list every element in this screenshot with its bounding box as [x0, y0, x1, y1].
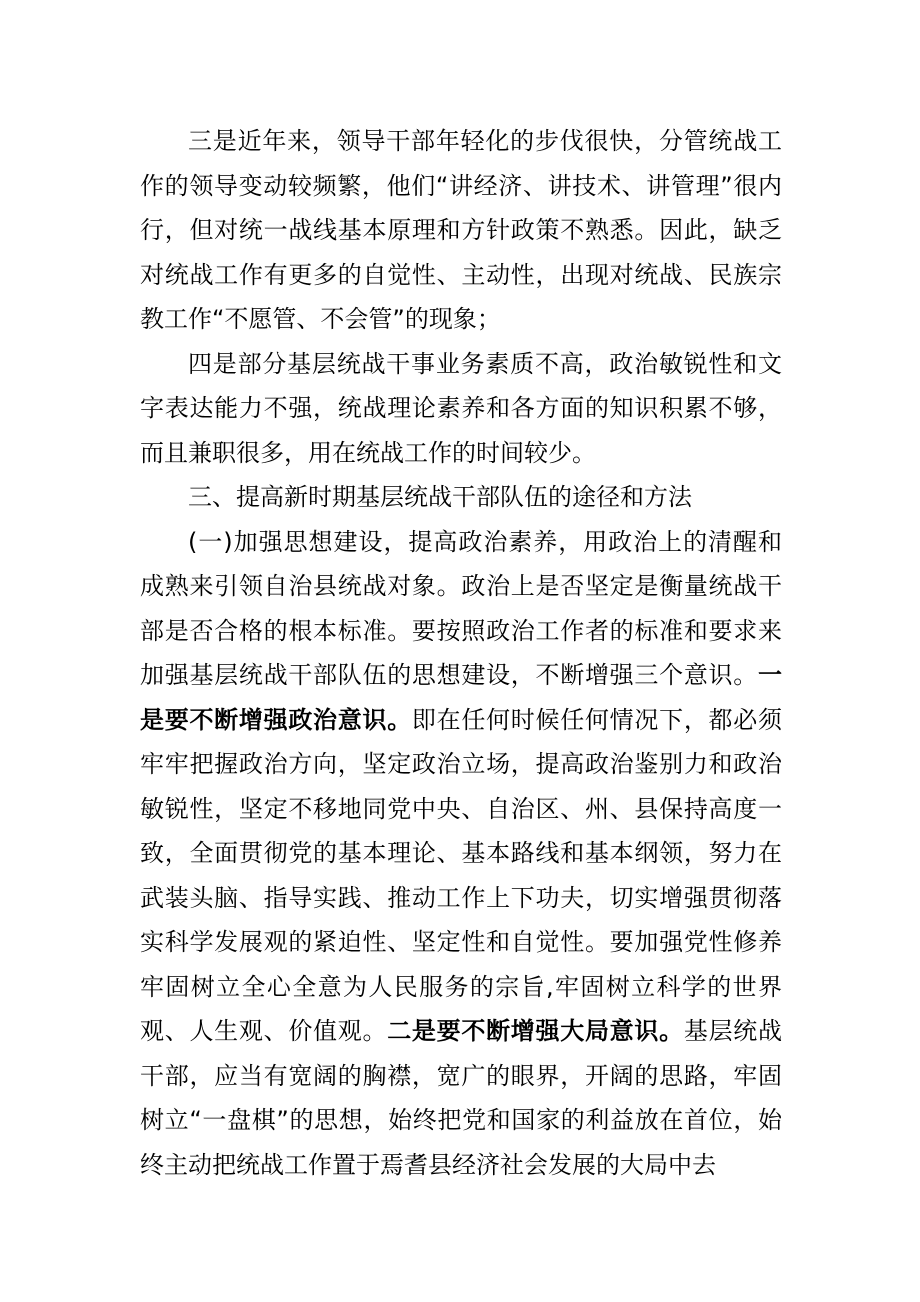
section-heading	[140, 475, 782, 520]
bold-emphasis-overall-awareness: 二是要不断增强大局意识。	[387, 1017, 684, 1045]
document-body	[140, 119, 782, 1187]
paragraph-text: 四是部分基层统战干事业务素质不高，政治敏锐性和文字表达能力不强，统战理论素养和各方面的知识积累不够，而且兼职很多，用在统战工作的时间较少。	[140, 349, 782, 467]
bold-emphasis-political-awareness: 一是要不断增强政治意识。	[140, 661, 782, 734]
paragraph-text: 基层统战干部，应当有宽阔的胸襟，宽广的眼界，开阔的思路，牢固树立“一盘棋”的思想，始终把党和国家的利益放在首位，始终主动把统战工作置于焉耆县经济社会发展的大局中去	[140, 1017, 783, 1179]
heading-text: 三、提高新时期基层统战干部队伍的途径和方法	[188, 483, 692, 511]
paragraph-ideological-building	[140, 520, 782, 1188]
paragraph-text: 即在任何时候任何情况下，都必须牢牢把握政治方向，坚定政治立场，提高政治鉴别力和政治敏锐性，坚定不移地同党中央、自治区、州、县保持高度一致，全面贯彻党的基本理论、基本路线和基本纲领，努力在武装头脑、指导实践、推动工作上下功夫，切实增强贯彻落实科学发展观的紧迫性、坚定性和自觉性。要加强党性修养牢固树立全心全意为人民服务的宗旨,牢固树立科学的世界观、人生观、价值观。	[140, 705, 783, 1045]
paragraph-staff-quality	[140, 342, 782, 476]
paragraph-text: (一)加强思想建设，提高政治素养，用政治上的清醒和成熟来引领自治县统战对象。政治上是否坚定是衡量统战干部是否合格的根本标准。要按照政治工作者的标准和要求来加强基层统战干部队伍的思想建设，不断增强三个意识。	[140, 527, 782, 689]
paragraph-leadership-turnover	[140, 119, 782, 342]
paragraph-text: 三是近年来，领导干部年轻化的步伐很快，分管统战工作的领导变动较频繁，他们“讲经济、讲技术、讲管理”很内行，但对统一战线基本原理和方针政策不熟悉。因此，缺乏对统战工作有更多的自觉性、主动性，出现对统战、民族宗教工作“不愿管、不会管”的现象；	[140, 127, 782, 333]
